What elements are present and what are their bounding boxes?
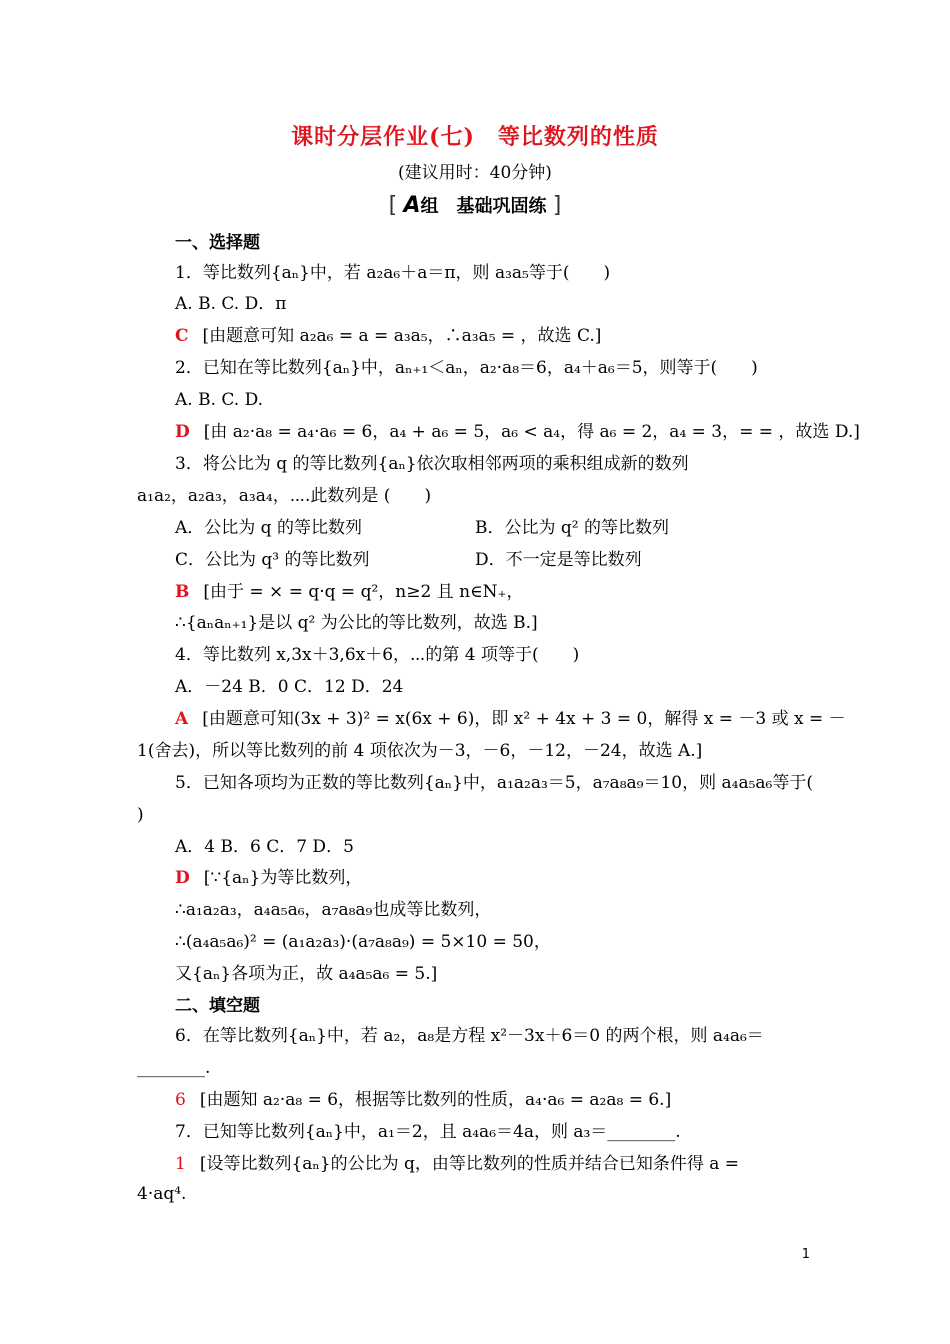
section-heading: 二、填空题 — [175, 996, 260, 1016]
question-options: A. B. C. D．π — [175, 294, 287, 314]
answer-explanation: 4·aq⁴. — [137, 1184, 187, 1204]
answer-explanation: 1(舍去)，所以等比数列的前 4 项依次为－3，－6，－12，－24，故选 A.] — [137, 741, 703, 761]
answer-line — [175, 324, 815, 348]
answer-explanation: ∴a₁a₂a₃，a₄a₅a₆，a₇a₈a₉也成等比数列， — [175, 900, 492, 920]
time-suggestion: (建议用时：40分钟) — [398, 163, 552, 183]
question-text: 5．已知各项均为正数的等比数列{aₙ}中，a₁a₂a₃＝5，a₇a₈a₉＝10，则 a₄a₅a₆等于( — [175, 773, 813, 793]
page-title: 课时分层作业(七) 等比数列的性质 — [291, 124, 659, 150]
answer-explanation: [设等比数列{aₙ}的公比为 q，由等比数列的性质并结合已知条件得 a = — [199, 1154, 740, 1174]
question-options: A. B. C. D. — [175, 390, 264, 410]
group-bracket-open: [ — [388, 193, 398, 218]
option-a: A．公比为 q 的等比数列 — [175, 518, 362, 538]
question-text: 6．在等比数列{aₙ}中，若 a₂，a₈是方程 x²－3x＋6＝0 的两个根，则 a₄a₆＝ — [175, 1026, 764, 1046]
question-text: 7．已知等比数列{aₙ}中，a₁＝2，且 a₄a₆＝4a，则 a₃＝________. — [175, 1122, 681, 1142]
answer-key: D — [175, 422, 190, 442]
answer-key: D — [175, 868, 190, 888]
answer-explanation: [由题知 a₂·a₈ = 6，根据等比数列的性质，a₄·a₆ = a₂a₈ = 6.] — [199, 1090, 672, 1110]
question-options — [175, 548, 815, 572]
answer-key: C — [175, 326, 189, 346]
answer-explanation: [由于 = × = q·q = q²，n≥2 且 n∈N₊， — [203, 582, 524, 602]
question-text: 2．已知在等比数列{aₙ}中，aₙ₊₁＜aₙ，a₂·a₈＝6，a₄＋a₆＝5，则等于( ) — [175, 358, 758, 378]
question-text: ) — [137, 805, 144, 825]
answer-explanation: [由题意可知 a₂a₆ = a = a₃a₅，∴a₃a₅ = ，故选 C.] — [202, 326, 602, 346]
answer-line — [175, 1152, 815, 1176]
question-text: 4．等比数列 x,3x＋3,6x＋6，⋯的第 4 项等于( ) — [175, 645, 580, 665]
answer-explanation: [由 a₂·a₈ = a₄·a₆ = 6，a₄ + a₆ = 5，a₆ < a₄，得 a₆ = 2，a₄ = 3，= = ，故选 D.] — [203, 422, 860, 442]
question-options: A．4 B．6 C．7 D．5 — [175, 837, 354, 857]
answer-explanation: ∴(a₄a₅a₆)² = (a₁a₂a₃)·(a₇a₈a₉) = 5×10 = 50， — [175, 932, 551, 952]
group-letter: A — [403, 193, 421, 218]
question-text: a₁a₂，a₂a₃，a₃a₄，⋯.此数列是 ( ) — [137, 486, 432, 506]
answer-line — [175, 420, 860, 444]
group-bracket-close: ] — [552, 193, 562, 218]
answer-explanation: ∴{aₙaₙ₊₁}是以 q² 为公比的等比数列，故选 B.] — [175, 613, 538, 633]
question-text: 3．将公比为 q 的等比数列{aₙ}依次取相邻两项的乘积组成新的数列 — [175, 454, 689, 474]
answer-key: 6 — [175, 1090, 186, 1110]
answer-explanation: [由题意可知(3x + 3)² = x(6x + 6)，即 x² + 4x + 3 = 0，解得 x = －3 或 x = － — [202, 709, 846, 729]
answer-blank: ________. — [137, 1058, 211, 1078]
option-c: C．公比为 q³ 的等比数列 — [175, 550, 370, 570]
answer-explanation: [∵{aₙ}为等比数列， — [203, 868, 363, 888]
answer-key: 1 — [175, 1154, 186, 1174]
question-options: A．－24 B．0 C．12 D．24 — [175, 677, 404, 697]
answer-line — [175, 866, 815, 890]
group-label: 组 基础巩固练 — [420, 196, 547, 217]
answer-key: A — [175, 709, 189, 729]
question-text: 1．等比数列{aₙ}中，若 a₂a₆＋a＝π，则 a₃a₅等于( ) — [175, 263, 611, 283]
group-heading — [0, 192, 950, 218]
section-heading: 一、选择题 — [175, 233, 260, 253]
option-b: B．公比为 q² 的等比数列 — [475, 518, 669, 538]
answer-explanation: 又{aₙ}各项为正，故 a₄a₅a₆ = 5.] — [175, 964, 438, 984]
answer-line — [175, 1088, 815, 1112]
page-number: 1 — [801, 1247, 810, 1262]
answer-key: B — [175, 582, 190, 602]
answer-line — [175, 580, 815, 604]
question-options — [175, 516, 815, 540]
answer-line — [175, 707, 846, 731]
option-d: D．不一定是等比数列 — [475, 550, 642, 570]
